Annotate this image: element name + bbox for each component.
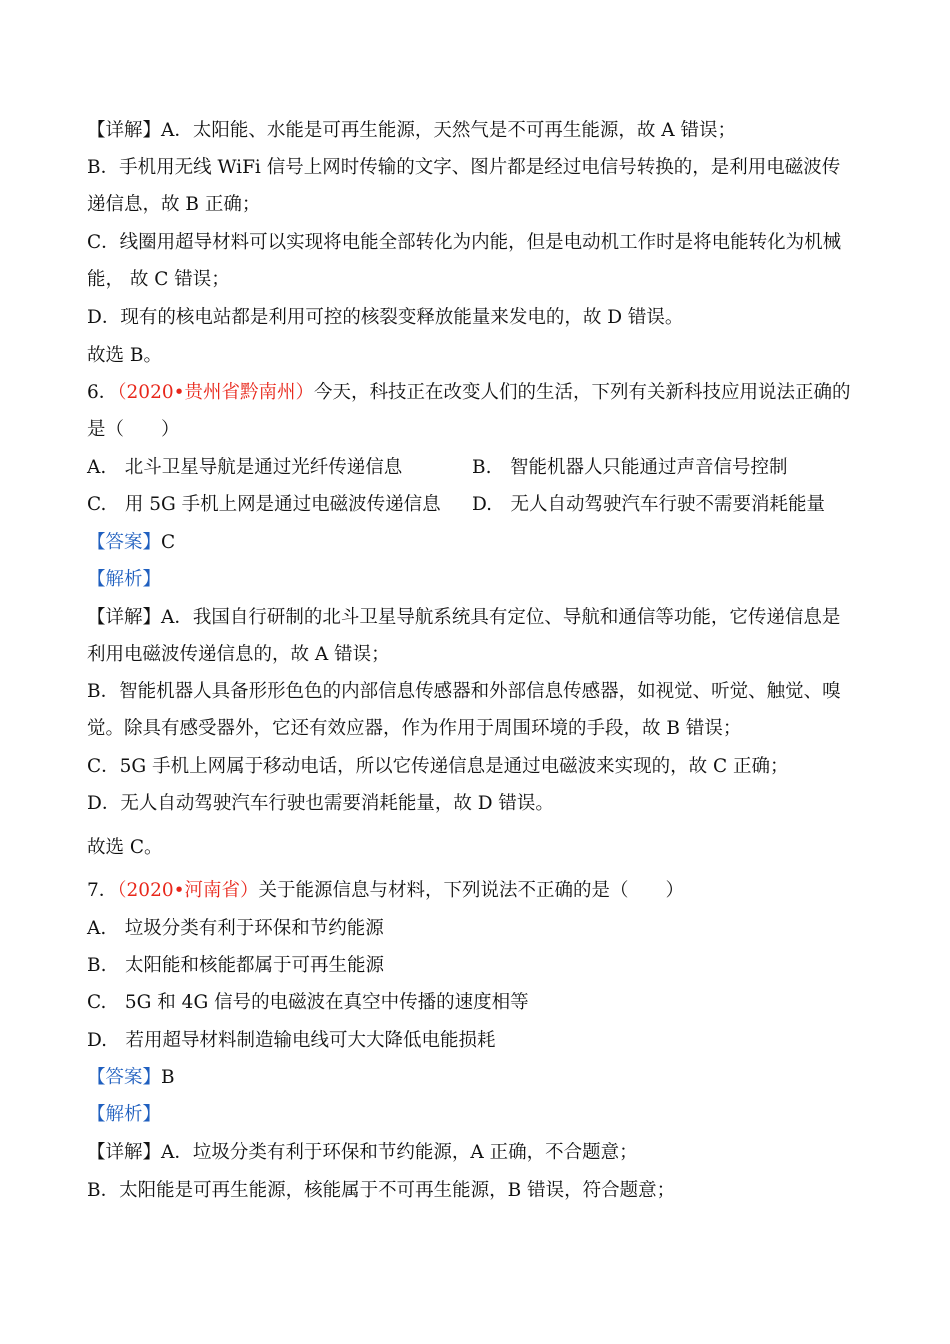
q7-answer-value: B xyxy=(161,1067,175,1088)
q7-stem-text: 关于能源信息与材料，下列说法不正确的是（ ） xyxy=(258,880,685,901)
q6-option-a: A. 北斗卫星导航是通过光纤传递信息 xyxy=(87,457,403,478)
q6-option-d: D. 无人自动驾驶汽车行驶不需要消耗能量 xyxy=(472,494,826,515)
q6-conclusion: 故选 C。 xyxy=(87,837,163,858)
q6-explanation-b-line2: 觉。除具有感受器外，它还有效应器，作为作用于周围环境的手段，故 B 错误； xyxy=(87,718,742,739)
q6-options-row1 xyxy=(87,456,867,480)
q6-option-c: C. 用 5G 手机上网是通过电磁波传递信息 xyxy=(87,494,441,515)
q5-explanation-c-line2: 能， 故 C 错误； xyxy=(87,269,230,290)
q6-option-b: B. 智能机器人只能通过声音信号控制 xyxy=(472,457,788,478)
q6-answer xyxy=(87,531,175,555)
q6-answer-label: 【答案】 xyxy=(87,532,162,553)
q5-conclusion: 故选 B。 xyxy=(87,345,162,366)
q6-explanation-a-line2: 利用电磁波传递信息的，故 A 错误； xyxy=(87,644,390,665)
q6-options-row2 xyxy=(87,493,867,517)
q7-explanation-a: 【详解】A．垃圾分类有利于环保和节约能源，A 正确，不合题意； xyxy=(87,1142,638,1163)
q6-source: （2020•贵州省黔南州） xyxy=(117,382,315,403)
q6-stem-line1 xyxy=(87,381,851,405)
q6-stem-line2: 是（ ） xyxy=(87,419,180,440)
q5-explanation-b-line1: B．手机用无线 WiFi 信号上网时传输的文字、图片都是经过电信号转换的，是利用电磁波传 xyxy=(87,157,841,178)
q7-analysis-label: 【解析】 xyxy=(87,1104,162,1125)
q6-explanation-c: C．5G 手机上网属于移动电话，所以它传递信息是通过电磁波来实现的，故 C 正确； xyxy=(87,756,789,777)
q6-explanation-a-line1: 【详解】A．我国自行研制的北斗卫星导航系统具有定位、导航和通信等功能，它传递信息是 xyxy=(87,607,841,628)
q5-explanation-d: D．现有的核电站都是利用可控的核裂变释放能量来发电的，故 D 错误。 xyxy=(87,307,684,328)
q6-explanation-b-line1: B．智能机器人具备形形色色的内部信息传感器和外部信息传感器，如视觉、听觉、触觉、嗅 xyxy=(87,681,841,702)
q6-explanation-d: D．无人自动驾驶汽车行驶也需要消耗能量，故 D 错误。 xyxy=(87,793,554,814)
q7-number: 7． xyxy=(87,880,118,901)
q7-option-b: B. 太阳能和核能都属于可再生能源 xyxy=(87,955,384,976)
q7-answer xyxy=(87,1066,175,1090)
q6-stem-text: 今天，科技正在改变人们的生活，下列有关新科技应用说法正确的 xyxy=(314,382,851,403)
q5-explanation-c-line1: C．线圈用超导材料可以实现将电能全部转化为内能，但是电动机工作时是将电能转化为机械 xyxy=(87,232,842,253)
q7-explanation-b: B．太阳能是可再生能源，核能属于不可再生能源，B 错误，符合题意； xyxy=(87,1180,676,1201)
q7-stem xyxy=(87,879,684,903)
q5-explanation-a: 【详解】A．太阳能、水能是可再生能源，天然气是不可再生能源，故 A 错误； xyxy=(87,120,736,141)
q7-option-c: C. 5G 和 4G 信号的电磁波在真空中传播的速度相等 xyxy=(87,992,529,1013)
q7-option-d: D. 若用超导材料制造输电线可大大降低电能损耗 xyxy=(87,1030,496,1051)
q6-analysis-label: 【解析】 xyxy=(87,569,162,590)
q7-option-a: A. 垃圾分类有利于环保和节约能源 xyxy=(87,918,384,939)
q7-source: （2020•河南省） xyxy=(117,880,259,901)
q5-explanation-b-line2: 递信息，故 B 正确； xyxy=(87,194,261,215)
q6-number: 6． xyxy=(87,382,118,403)
q7-answer-label: 【答案】 xyxy=(87,1067,162,1088)
q6-answer-value: C xyxy=(161,532,176,553)
